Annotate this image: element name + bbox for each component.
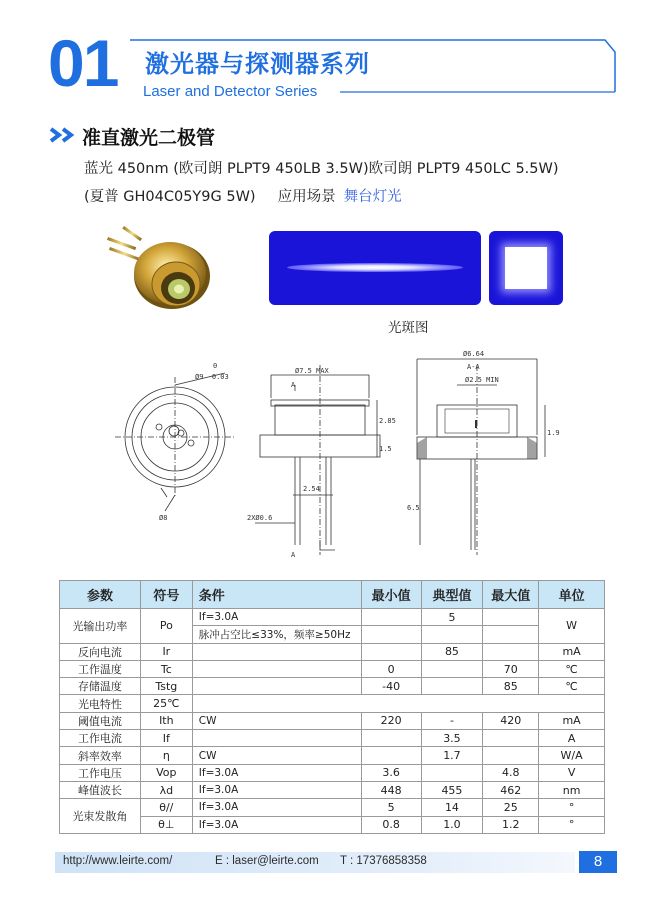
cell-empty (192, 695, 604, 712)
cell-symbol: θ⊥ (140, 816, 192, 833)
application-value: 舞台灯光 (343, 189, 402, 205)
footer-email[interactable]: E : laser@leirte.com (215, 855, 319, 867)
cell-symbol: Tstg (140, 678, 192, 695)
cell-symbol: Vop (140, 764, 192, 781)
cell-unit: mA (539, 643, 605, 660)
footer-bar (55, 852, 575, 873)
cell-condition: If=3.0A (192, 609, 361, 626)
cell-max (483, 643, 539, 660)
cell-param: 光束发散角 (60, 799, 141, 834)
section-title: 准直激光二极管 (82, 127, 216, 149)
cell-min (361, 643, 421, 660)
product-line-2 (84, 185, 402, 206)
cell-param: 峰值波长 (60, 781, 141, 798)
dim-1-9: 1.9 (547, 429, 560, 437)
cell-max: 25 (483, 799, 539, 816)
cell-symbol: Ith (140, 712, 192, 729)
cell-typ (421, 678, 483, 695)
cell-min: 448 (361, 781, 421, 798)
cell-symbol: 25℃ (140, 695, 192, 712)
beam-spot-square-image (489, 231, 563, 305)
spec-table (59, 580, 605, 834)
application-label: 应用场景 (277, 189, 336, 205)
laser-diode-photo (100, 218, 218, 318)
cell-max: 462 (483, 781, 539, 798)
label-a-a: A-A (467, 363, 480, 371)
cell-unit: nm (539, 781, 605, 798)
cell-param: 光输出功率 (60, 609, 141, 644)
page-number: 8 (579, 851, 617, 873)
cell-min (361, 747, 421, 764)
cell-max (483, 730, 539, 747)
header-symbol: 符号 (140, 581, 192, 609)
table-header-row (60, 581, 605, 609)
double-chevron-icon (49, 126, 77, 144)
cell-condition: If=3.0A (192, 799, 361, 816)
cell-param: 存储温度 (60, 678, 141, 695)
spot-caption: 光斑图 (388, 320, 429, 336)
cell-symbol: η (140, 747, 192, 764)
cell-unit: ° (539, 799, 605, 816)
table-row (60, 643, 605, 660)
dimension-drawing (95, 345, 575, 565)
table-row (60, 764, 605, 781)
cell-condition: CW (192, 747, 361, 764)
cell-typ: 85 (421, 643, 483, 660)
cell-min: 0 (361, 660, 421, 677)
cell-typ: 14 (421, 799, 483, 816)
dim-2-54: 2.54 (303, 485, 320, 493)
cell-param: 反向电流 (60, 643, 141, 660)
table-row (60, 781, 605, 798)
cell-min: 5 (361, 799, 421, 816)
cell-param: 工作电流 (60, 730, 141, 747)
dim-2-85: 2.85 (379, 417, 396, 425)
cell-typ: 1.0 (421, 816, 483, 833)
cell-symbol: Po (140, 609, 192, 644)
cell-symbol: If (140, 730, 192, 747)
cell-min: 3.6 (361, 764, 421, 781)
header-condition: 条件 (192, 581, 361, 609)
cell-symbol: Tc (140, 660, 192, 677)
table-row (60, 730, 605, 747)
label-a-top: A (291, 381, 296, 389)
cell-max (483, 626, 539, 643)
cell-min (361, 730, 421, 747)
cell-min (361, 626, 421, 643)
cell-min: -40 (361, 678, 421, 695)
beam-spot-line-image (269, 231, 481, 305)
cell-unit: ° (539, 816, 605, 833)
cell-typ: - (421, 712, 483, 729)
cell-condition: 脉冲占空比≤33%，频率≥50Hz (192, 626, 361, 643)
cell-param: 斜率效率 (60, 747, 141, 764)
cell-condition (192, 643, 361, 660)
chapter-subtitle: Laser and Detector Series (143, 83, 318, 100)
table-row (60, 695, 605, 712)
cell-symbol: λd (140, 781, 192, 798)
cell-condition: CW (192, 712, 361, 729)
cell-unit: mA (539, 712, 605, 729)
product-model: (夏普 GH04C05Y9G 5W) (84, 189, 256, 205)
cell-min: 0.8 (361, 816, 421, 833)
footer-tel: T : 17376858358 (340, 855, 427, 867)
cell-condition (192, 730, 361, 747)
cell-typ: 1.7 (421, 747, 483, 764)
cell-max: 1.2 (483, 816, 539, 833)
cell-unit: ℃ (539, 660, 605, 677)
table-row (60, 816, 605, 833)
dim-phi-6-64: Ø6.64 (463, 350, 485, 358)
table-row (60, 609, 605, 626)
dim-2x-0-6: 2XØ0.6 (247, 514, 273, 522)
cell-typ (421, 764, 483, 781)
cell-max: 85 (483, 678, 539, 695)
cell-condition (192, 660, 361, 677)
cell-typ: 3.5 (421, 730, 483, 747)
cell-param: 阈值电流 (60, 712, 141, 729)
chapter-number: 01 (48, 26, 118, 100)
cell-typ (421, 626, 483, 643)
cell-max (483, 747, 539, 764)
header-typ: 典型值 (421, 581, 483, 609)
cell-param: 光电特性 (60, 695, 141, 712)
cell-condition: If=3.0A (192, 816, 361, 833)
dim-phi-2-5-min: Ø2.5 MIN (465, 376, 499, 384)
cell-param: 工作温度 (60, 660, 141, 677)
cell-typ (421, 660, 483, 677)
cell-min (361, 609, 421, 626)
cell-typ: 5 (421, 609, 483, 626)
cell-typ: 455 (421, 781, 483, 798)
table-row (60, 712, 605, 729)
cell-condition: If=3.0A (192, 781, 361, 798)
product-line-1: 蓝光 450nm (欧司朗 PLPT9 450LB 3.5W)欧司朗 PLPT9 450LC 5.5W) (84, 161, 559, 177)
header-unit: 单位 (539, 581, 605, 609)
cell-param: 工作电压 (60, 764, 141, 781)
dim-tolerance-top: 0 (213, 362, 218, 370)
cell-symbol: Ir (140, 643, 192, 660)
table-row (60, 660, 605, 677)
cell-unit: V (539, 764, 605, 781)
cell-min: 220 (361, 712, 421, 729)
header-max: 最大值 (483, 581, 539, 609)
table-row (60, 799, 605, 816)
cell-max: 4.8 (483, 764, 539, 781)
header-param: 参数 (60, 581, 141, 609)
dim-phi-7-5: Ø7.5 MAX (295, 367, 329, 375)
table-row (60, 678, 605, 695)
header-min: 最小值 (361, 581, 421, 609)
cell-symbol: θ// (140, 799, 192, 816)
cell-max: 70 (483, 660, 539, 677)
cell-unit: W (539, 609, 605, 644)
footer-url[interactable]: http://www.leirte.com/ (63, 855, 173, 867)
dim-phi-9: Ø9 -0.03 (195, 373, 229, 381)
label-a-bottom: A (291, 551, 296, 559)
cell-condition (192, 678, 361, 695)
dim-phi-8: Ø8 (159, 514, 168, 522)
dim-1-5: 1.5 (379, 445, 392, 453)
dim-6-5: 6.5 (407, 504, 420, 512)
cell-unit: W/A (539, 747, 605, 764)
cell-max: 420 (483, 712, 539, 729)
cell-unit: A (539, 730, 605, 747)
cell-unit: ℃ (539, 678, 605, 695)
table-row (60, 747, 605, 764)
chapter-title: 激光器与探测器系列 (145, 50, 370, 78)
cell-max (483, 609, 539, 626)
cell-condition: If=3.0A (192, 764, 361, 781)
